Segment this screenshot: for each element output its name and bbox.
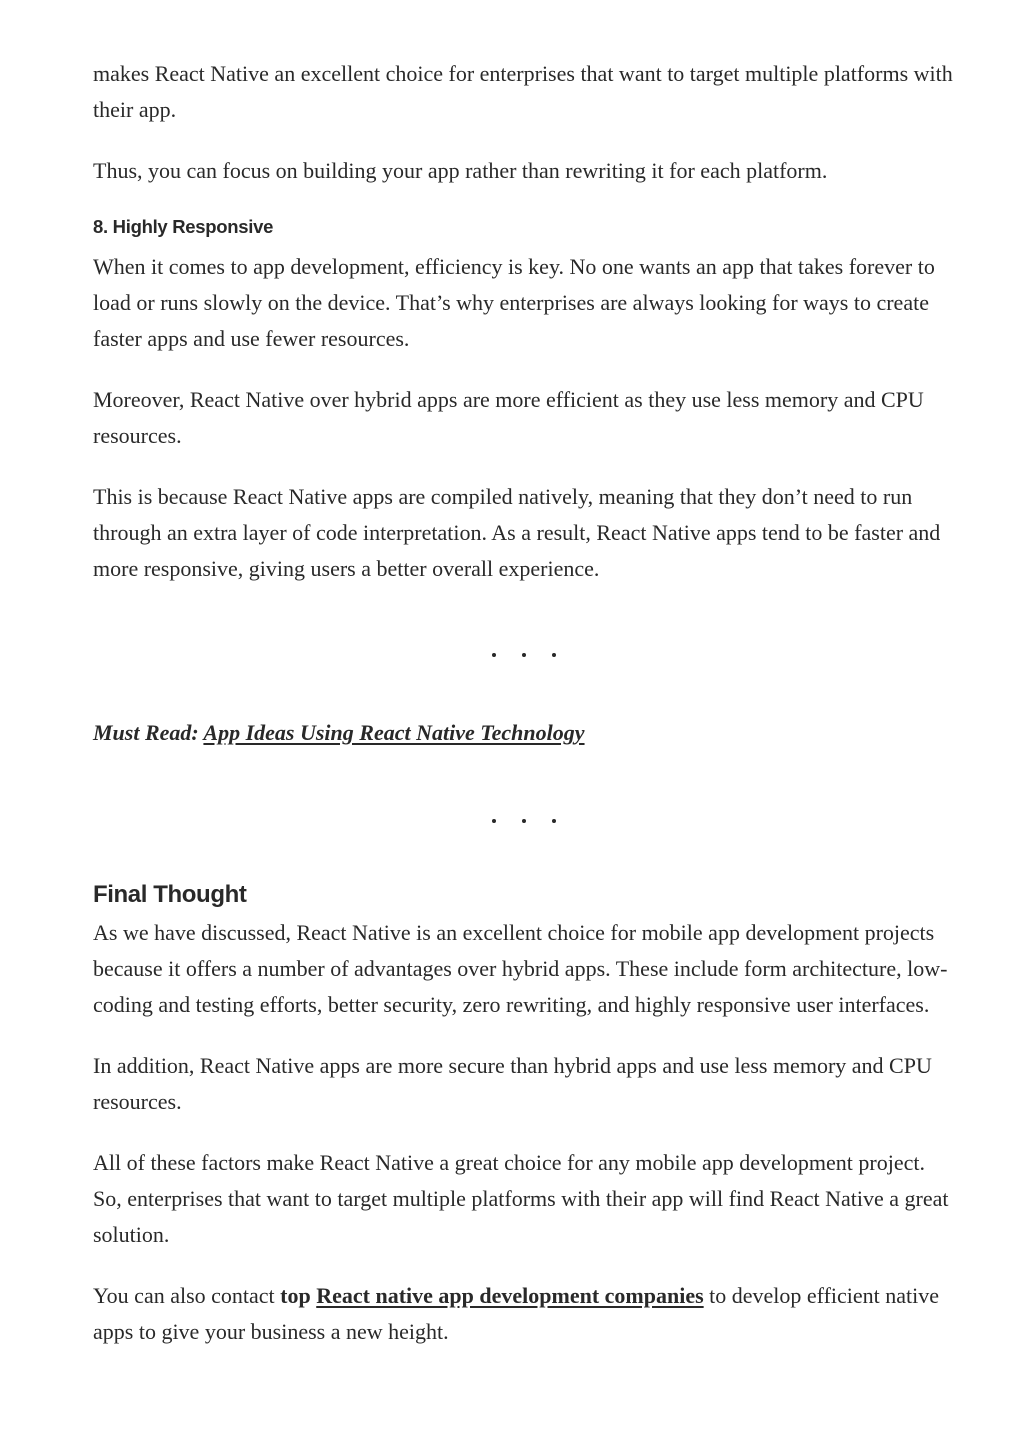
separator-dot [522,653,526,657]
separator-dot [552,819,556,823]
companies-link[interactable]: React native app development companies [316,1283,704,1308]
paragraph-efficiency: When it comes to app development, efficiency is key. No one wants an app that takes forever to load or runs slowly on the device. That’s why enterprises are always looking for ways to create faster apps and use fewer resources. [93,254,935,351]
heading-highly-responsive: 8. Highly Responsive [93,216,274,237]
separator-dot [492,653,496,657]
paragraph-in-addition: In addition, React Native apps are more secure than hybrid apps and use less memory and CPU resources. [93,1053,932,1114]
paragraph-platforms: makes React Native an excellent choice for enterprises that want to target multiple platforms with their app. [93,61,953,122]
heading-final-thought: Final Thought [93,881,247,908]
separator-dot [522,819,526,823]
must-read-label: Must Read: [93,720,204,745]
must-read-link[interactable]: App Ideas Using React Native Technology [203,720,585,745]
separator-dot [552,653,556,657]
contact-bold-top: top [280,1283,317,1308]
section-separator [93,811,955,831]
separator-dot [492,819,496,823]
paragraph-focus: Thus, you can focus on building your app rather than rewriting it for each platform. [93,158,828,183]
paragraph-compiled-natively: This is because React Native apps are compiled natively, meaning that they don’t need to run through an extra layer of code interpretation. As a result, React Native apps tend to be faster and more responsive, giving users a better overall experience. [93,484,941,581]
paragraph-discussed: As we have discussed, React Native is an excellent choice for mobile app development projects because it offers a number of advantages over hybrid apps. These include form architecture, low-coding and testing efforts, better security, zero rewriting, and highly responsive user interfaces. [93,920,948,1017]
contact-text-after: to develop efficient native apps to give your business a new height. [93,1283,940,1344]
paragraph-all-factors: All of these factors make React Native a great choice for any mobile app development project. So, enterprises that want to target multiple platforms with their app will find React Native a great solution. [93,1150,949,1247]
contact-text-before: You can also contact [93,1283,281,1308]
section-separator [93,645,955,665]
article-body [93,56,955,1350]
paragraph-contact [93,1278,955,1350]
paragraph-memory-cpu: Moreover, React Native over hybrid apps are more efficient as they use less memory and CPU resources. [93,387,924,448]
must-read-line [93,715,955,751]
